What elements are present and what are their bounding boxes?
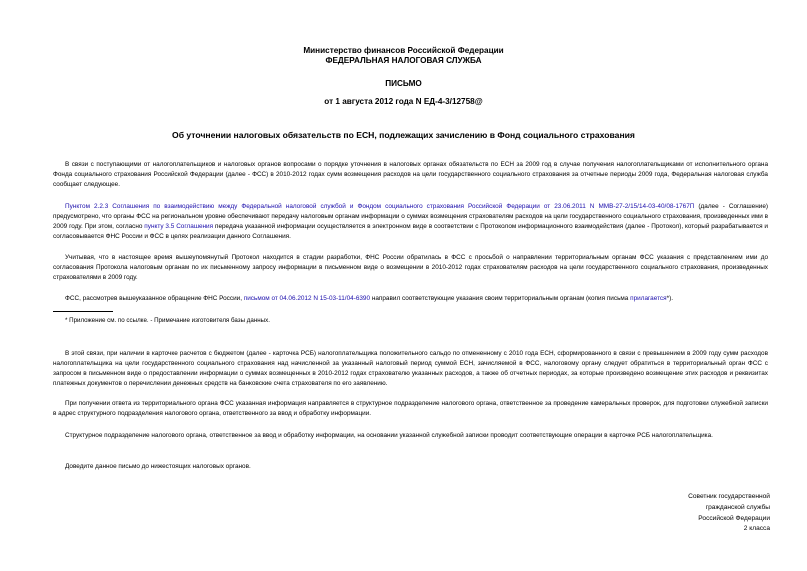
- footnote-divider: [53, 311, 113, 312]
- signature-line-3: Российской Федерации: [698, 514, 770, 522]
- fss-letter-link[interactable]: письмом от 04.06.2012 N 15-03-11/04-6390: [243, 295, 371, 302]
- paragraph-4-text-2: направил соответствующие указания своим территориальным органам (копия письма: [370, 295, 631, 302]
- agreement-point-link[interactable]: пункту 3.5 Соглашения: [144, 223, 214, 230]
- paragraph-3: Учитывая, что в настоящее время вышеупомянутый Протокол находится в стадии разработки, ФНС России обратилась в ФСС с просьбой о направлении территориальным органам ФСС указания с представлением ими до согласования Протокола налоговым органам по их письменному запросу информации в письменном виде о возмещении в 2010-2012 годах страхователям расходов на цели государственного социального страхования, произведенных страхователями в 2009 году.: [53, 254, 768, 281]
- paragraph-1: В связи с поступающими от налогоплательщиков и налоговых органов вопросами о порядке уточнения в налоговых органах обязательств по ЕСН за 2009 год в случае получения налогоплательщиками от исполнительного органа Фонда социального страхования Российской Федерации (далее - ФСС) в 2010-2012 годах сумм возмещения расходов на цели государственного социального страхования за отчетные периоды 2009 года, Федеральная налоговая служба сообщает следующее.: [53, 161, 768, 188]
- paragraph-2-text-1: (далее - Соглашение) предусмотрено, что органы ФСС на региональном уровне обеспечивают передачу налоговым органам информации о суммах возмещения страхователям расходов на цели государственного социального страхования, произведенных ими в 2009 году. При этом, согласно: [53, 203, 768, 230]
- paragraph-2-text-2: передача указанной информации осуществляется в электронном виде в соответствии с Протоколом информационного взаимодействия (далее - Протокол), который разрабатывается и согласовывается ФНС России и ФСС в целях реализации данного Соглашения.: [53, 223, 768, 240]
- paragraph-7: Структурное подразделение налогового органа, ответственное за ввод и обработку информации, на основании указанной служебной записки проводит соответствующие операции в карточке РСБ налогоплательщика.: [65, 432, 713, 439]
- signature-line-2: гражданской службы: [705, 503, 770, 511]
- document-type: ПИСЬМО: [385, 79, 422, 88]
- paragraph-4-text-3: *).: [666, 295, 673, 302]
- paragraph-8: Доведите данное письмо до нижестоящих налоговых органов.: [65, 463, 251, 470]
- agreement-clause-link[interactable]: Пунктом 2.2.3 Соглашения по взаимодействию между Федеральной налоговой службой и Фондом социального страхования Российской Федерации от 23.06.2011 N ММВ-27-2/15/14-03-40/08-1767П: [65, 203, 695, 210]
- document-date-number: от 1 августа 2012 года N ЕД-4-3/12758@: [324, 97, 483, 106]
- paragraph-4: [53, 294, 768, 304]
- ministry-name: Министерство финансов Российской Федерации: [303, 46, 504, 55]
- paragraph-4-text-1: ФСС, рассмотрев вышеуказанное обращение ФНС России,: [65, 295, 244, 302]
- paragraph-6: При получении ответа из территориального органа ФСС указанная информация направляется в структурное подразделение налогового органа, ответственное за проведение камеральных проверок, для подготовки служебной записки в адрес структурного подразделения налогового органа, ответственного за ввод и обработку информации.: [53, 400, 768, 417]
- document-title: Об уточнении налоговых обязательств по ЕСН, подлежащих зачислению в Фонд социального страхования: [172, 130, 635, 140]
- service-name: ФЕДЕРАЛЬНАЯ НАЛОГОВАЯ СЛУЖБА: [325, 56, 482, 65]
- signature-line-4: 2 класса: [743, 525, 770, 533]
- signature-block: [688, 492, 770, 535]
- attachment-link[interactable]: прилагается: [630, 295, 667, 302]
- paragraph-5: В этой связи, при наличии в карточке расчетов с бюджетом (далее - карточка РСБ) налогоплательщика положительного сальдо по отмененному с 2010 года ЕСН, сформированного в связи с превышением в 2009 году сумм расходов налогоплательщика на цели государственного социального страхования над начисленной за указанный налоговый период суммой ЕСН, зачисляемой в ФСС, налоговому органу следует обратиться в территориальный орган ФСС с запросом в письменном виде о предоставлении информации о суммах возмещенных в 2010-2012 годах страхователю указанных расходов, а также об отчетных периодах, за которые произведено возмещение этих расходов и реквизитах платежных документов о перечислении денежных средств на банковские счета страхователя по его заявлению.: [53, 350, 768, 387]
- signature-line-1: Советник государственной: [688, 493, 770, 500]
- footnote: * Приложение см. по ссылке. - Примечание изготовителя базы данных.: [65, 317, 270, 324]
- paragraph-2: [53, 202, 768, 242]
